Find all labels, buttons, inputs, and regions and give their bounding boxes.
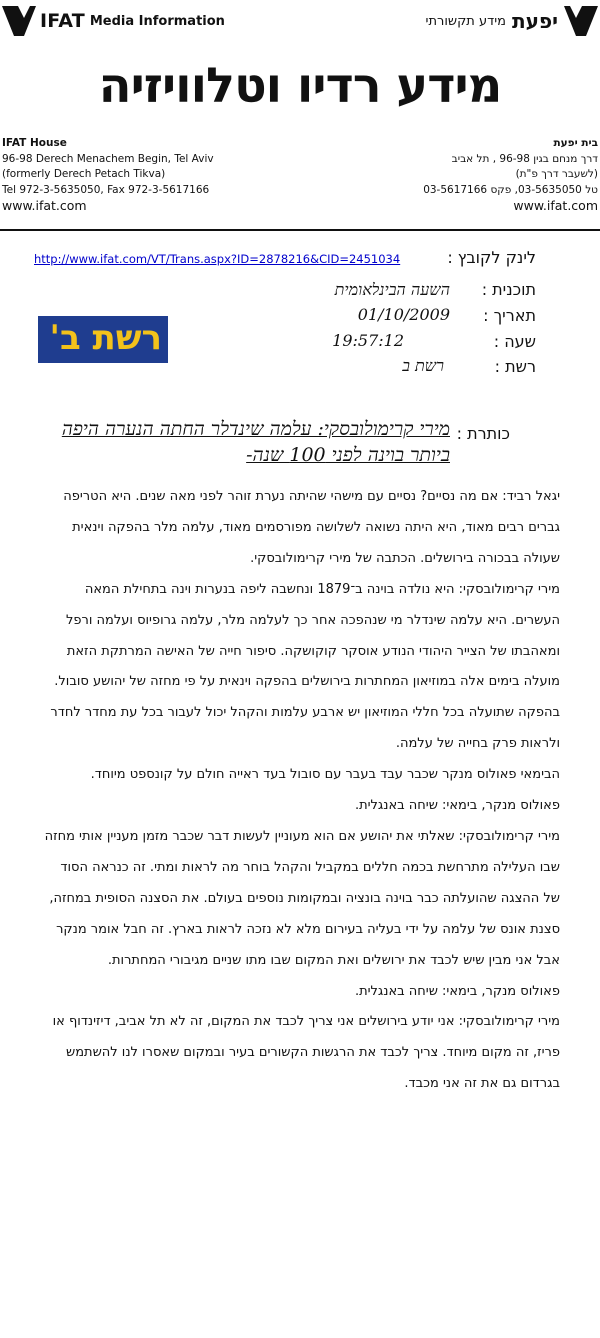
- address-name: בית יפעת: [553, 137, 598, 149]
- address-line: Tel 972-3-5635050, Fax 972-3-5617166: [2, 183, 210, 196]
- transcript-paragraph: מירי קרימולובסקי: אני יודע בירושלים אני צריך לכבד את המקום, זה לא תל אביב, דיזינדוף או פריז, זה מקום מיוחד. צריך לכבד את הרגשות הקשורים בעיר ובמקום שאסרו לנו להשתמש בגרדום גם את זה אני מכבד.: [52, 1014, 560, 1092]
- network-label: רשת :: [494, 357, 536, 376]
- time-value: 19:57:12: [332, 331, 404, 350]
- time-label: שעה :: [493, 332, 536, 351]
- yifat-brand: יפעת: [511, 9, 558, 33]
- address-name: IFAT House: [2, 137, 67, 149]
- yifat-logo: [426, 4, 600, 38]
- transcript-paragraph: מירי קרימולובסקי: שאלתי את יהושע אם הוא מעוניין לעשות דבר שכבר מזמן מעניין אותי מחזה שבו העלילה מתרחשת בכמה חללים במקביל והקהל בוחר מה לראות ומתי. זה כנראה הסוד של ההצגה שהועלתה כבר בוינה בונציה ובמקומות נוספים בעולם. את הסצנה הסופית במחזה, סצנת אונס של עלמה על ידי בעליה בעירום מלא לא נזכה לראות בארץ. זה חבל אומר מנקר אבל אני מבין שיש לכבד את ירושלים ואת המקום שבו מתו שניים מגיבורי המחתרות.: [44, 828, 560, 968]
- address-url[interactable]: www.ifat.com: [513, 198, 598, 213]
- address-english: [2, 136, 214, 214]
- address-line: טל 03-5635050, פקס 03-5617166: [423, 183, 598, 196]
- program-label: תוכנית :: [481, 280, 536, 299]
- transcript-paragraph: פאולוס מנקר, בימאי: שיחה באנגלית.: [354, 798, 560, 814]
- address-hebrew: [423, 136, 598, 214]
- address-url[interactable]: www.ifat.com: [2, 198, 87, 213]
- network-logo: [38, 316, 168, 363]
- header-divider: [0, 229, 600, 231]
- address-line: (לשעבר דרך פ"ת): [515, 168, 598, 180]
- transcript-paragraph: הבימאי פאולוס מנקר שכבר עבד בעבר עם סובול בעד ראייה חולם על קונספט מיוחד.: [90, 767, 560, 783]
- file-link[interactable]: http://www.ifat.com/VT/Trans.aspx?ID=2878216&CID=2451034: [34, 252, 401, 266]
- transcript-paragraph: מירי קרימולובסקי: היא נולדה בוינה ב־1879 ונחשבה ליפה בנערות וינה בתחילת המאה העשרים. היא עלמה שינדלר מי שנהפכה אחר כך לעלמה מלר, עלמה גרופיוס ועלמה ורפל ומאהבתו של הצייר היהודי הנודע אוסקר קוקושקה. סיפור חייה של האישה המרתקת הזאת מועלה בימים אלה במוזיאון המחתרות בירושלים בהפקה וינאית על פי מחזה של יהושע סובול.: [54, 581, 560, 690]
- item-title: מירי קרימולובסקי: עלמה שינדלר החתה הנערה היפה ביותר בוינה לפני 100 שנה-: [61, 418, 450, 466]
- link-label: לינק לקובץ :: [447, 248, 536, 267]
- ifat-brand-sub: Media Information: [89, 13, 225, 29]
- page-headline: מידע רדיו וטלוויזיה: [98, 58, 502, 114]
- transcript: [40, 482, 560, 1100]
- date-value: 01/10/2009: [357, 305, 450, 324]
- program-value: השעה הבינלאומית: [334, 280, 450, 299]
- ifat-logo: [0, 4, 225, 38]
- address-line: 96-98 Derech Menachem Begin, Tel Aviv: [2, 152, 214, 165]
- yifat-bird-icon: [560, 4, 600, 38]
- ifat-brand: IFAT: [40, 10, 85, 32]
- address-line: דרך מנחם בגין 96-98 , תל אביב: [451, 152, 598, 165]
- transcript-paragraph: פאולוס מנקר, בימאי: שיחה באנגלית.: [354, 983, 560, 999]
- network-value: רשת ב: [402, 356, 444, 375]
- ifat-bird-icon: [0, 4, 38, 38]
- date-label: תאריך :: [483, 306, 536, 325]
- yifat-brand-sub: מידע תקשורתי: [425, 13, 506, 29]
- title-label: כותרת :: [456, 424, 510, 443]
- network-logo-text: רשת ב': [49, 318, 162, 358]
- transcript-paragraph: בהפקה שתועלה בכל חללי המוזיאון יש ארבע עלמות והקהל יכול לעבור בכל עת מחדר לחדר ולראות פרק בחייה של עלמה.: [50, 705, 560, 752]
- address-line: (formerly Derech Petach Tikva): [2, 168, 166, 180]
- transcript-paragraph: יגאל רביד: אם מה נסיים? נסיים עם מישהי שהיתה נערת זוהר לפני מאה שנים. היא הטריפה גברים רבים מאוד, היא היתה נשואה לשלושה מפורסמים מאוד, עלמה מלר בהפקה וינאית שעולה בבכורה בירושלים. הכתבה של מירי קרימולובסקי.: [63, 489, 560, 566]
